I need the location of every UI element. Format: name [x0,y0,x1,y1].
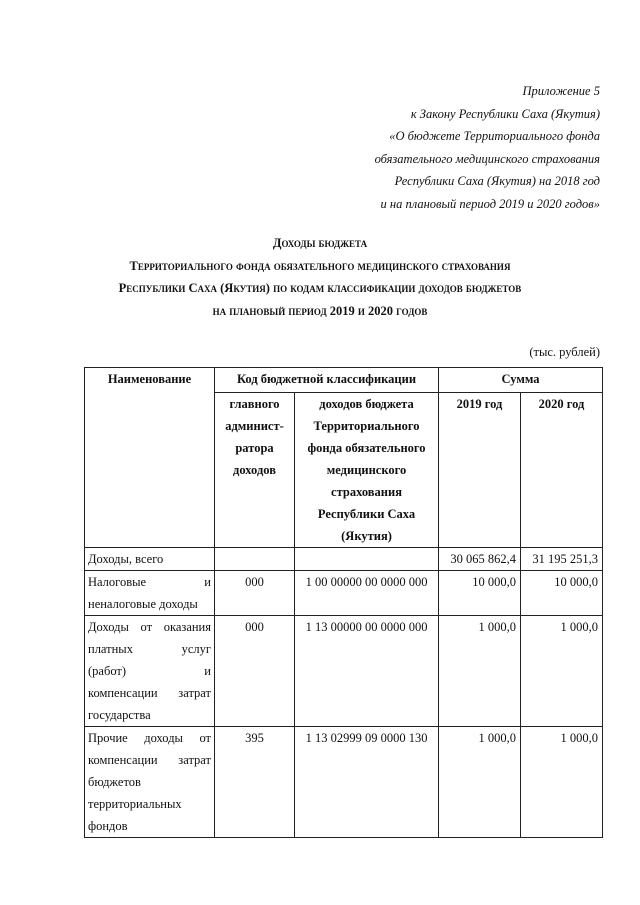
header-admin [215,393,295,548]
row-name-line: платных услуг [88,642,211,656]
row-income-code: 1 13 02999 09 0000 130 [295,727,439,838]
appendix-line: Республики Саха (Якутия) на 2018 год [394,174,600,189]
title-line: Республики Саха (Якутия) по кодам классификации доходов бюджетов [118,281,522,295]
title-line: на плановый период 2019 и 2020 годов [212,303,428,318]
header-admin-line: админист- [225,419,284,433]
row-name-line: государства [88,708,151,722]
row-name-line: территориальных [88,797,182,811]
row-name-line: Налоговые и [88,575,211,589]
row-value-2019: 10 000,0 [439,571,521,616]
header-code-group: Код бюджетной классификации [215,368,439,393]
row-value-2020: 10 000,0 [521,571,603,616]
header-income-line: фонда обязательного [307,441,426,455]
row-name [85,548,215,571]
row-name-line: компенсации затрат [88,686,211,700]
row-name [85,616,215,727]
appendix-line: Приложение 5 [522,84,600,98]
row-value-2020: 1 000,0 [521,616,603,727]
appendix-line: обязательного медицинского страхования [374,151,600,166]
row-value-2019: 1 000,0 [439,616,521,727]
header-income-line: медицинского [326,463,407,477]
row-value-2019: 1 000,0 [439,727,521,838]
appendix-block [375,80,600,216]
table-row [85,616,603,727]
header-admin-line: доходов [233,463,276,477]
row-value-2020: 31 195 251,3 [521,548,603,571]
table-row [85,548,603,571]
row-name-line: компенсации затрат [88,753,211,767]
header-row [85,368,603,393]
row-income-code: 1 00 00000 00 0000 000 [295,571,439,616]
header-income-line: Территориального [313,419,420,433]
header-income-line: доходов бюджета [319,397,414,411]
document-title [0,232,640,322]
row-name [85,571,215,616]
header-income-line: Республики Саха [317,507,416,521]
header-income-line: страхования [331,485,402,499]
table-row [85,727,603,838]
header-admin-line: главного [229,397,280,411]
row-name [85,727,215,838]
row-value-2019: 30 065 862,4 [439,548,521,571]
row-name-line: Доходы, всего [88,552,164,566]
row-admin-code: 000 [215,616,295,727]
appendix-line: и на плановый период 2019 и 2020 годов» [380,196,600,211]
row-admin-code: 000 [215,571,295,616]
title-line: Территориального фонда обязательного медицинского страхования [129,258,511,273]
appendix-line: «О бюджете Территориального фонда [389,129,600,144]
row-name-line: (работ) и [88,664,211,678]
row-admin-code [215,548,295,571]
row-name-line: фондов [88,819,128,833]
row-name-line: неналоговые доходы [88,597,198,611]
table-row [85,571,603,616]
header-year-2019: 2019 год [439,393,521,548]
header-year-2020: 2020 год [521,393,603,548]
row-admin-code: 395 [215,727,295,838]
header-sum-group: Сумма [439,368,603,393]
header-income-code [295,393,439,548]
appendix-line: к Закону Республики Саха (Якутия) [410,106,600,121]
income-table [84,367,603,838]
header-name: Наименование [85,368,215,548]
row-value-2020: 1 000,0 [521,727,603,838]
units-label: (тыс. рублей) [529,345,600,359]
row-income-code [295,548,439,571]
row-name-line: Прочие доходы от [88,731,211,745]
row-income-code: 1 13 00000 00 0000 000 [295,616,439,727]
row-name-line: бюджетов [88,775,141,789]
title-line: Доходы бюджета [272,236,368,250]
header-admin-line: ратора [235,441,274,455]
header-income-line: (Якутия) [341,529,392,543]
row-name-line: Доходы от оказания [88,620,211,634]
